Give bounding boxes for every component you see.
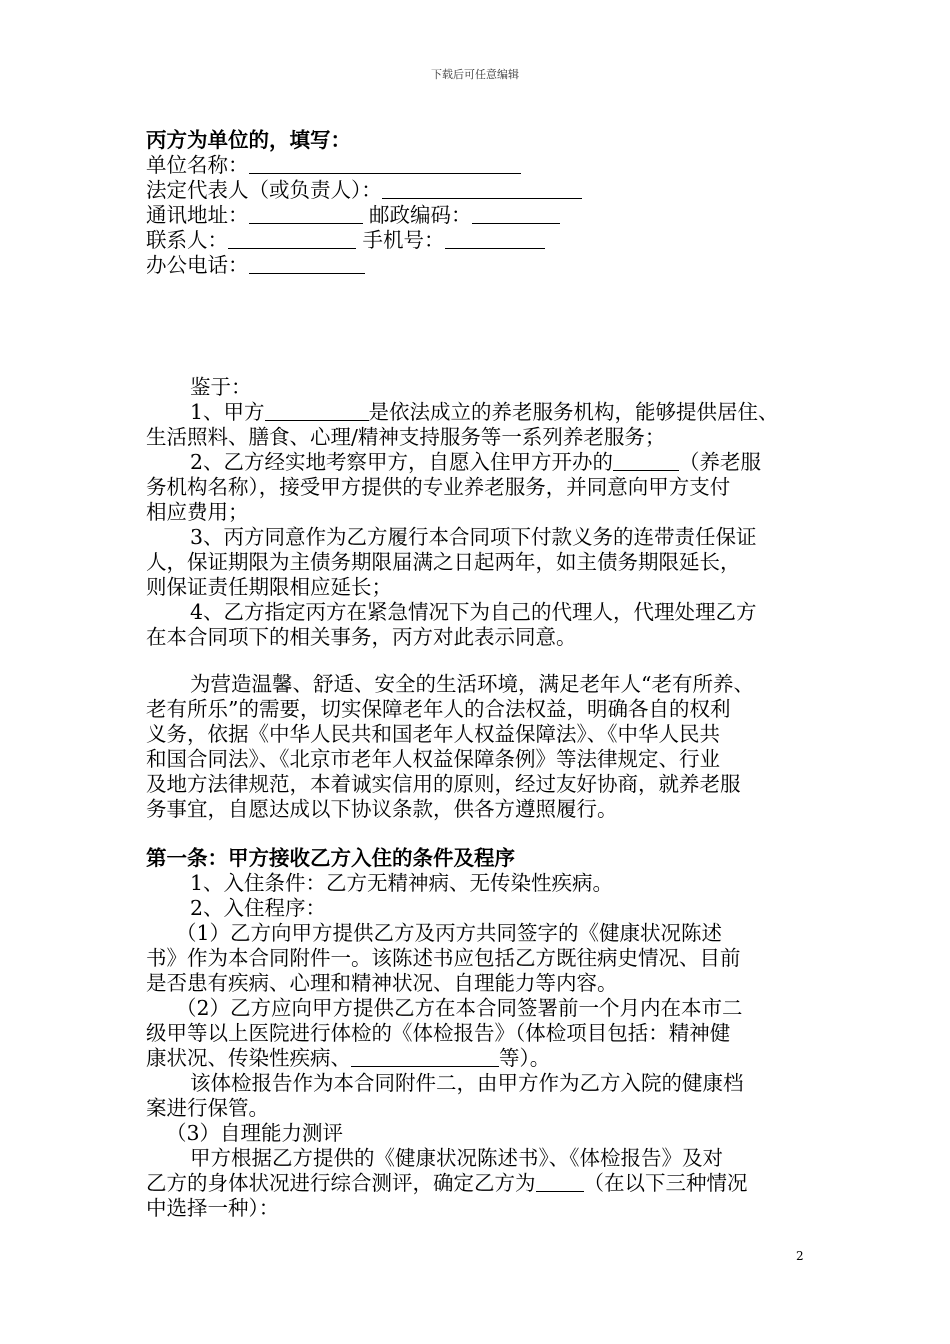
legal-rep-row	[146, 178, 818, 203]
office-phone-blank	[249, 254, 365, 274]
proc-p2-line3	[146, 1046, 818, 1071]
party-a-name-blank	[265, 401, 369, 421]
legal-rep-label: 法定代表人（或负责人）：	[146, 178, 382, 202]
preamble-line: 义务，依据《中华人民共和国老年人权益保障法》、《中华人民共	[146, 722, 720, 746]
page-number: 2	[796, 1249, 804, 1263]
address-blank	[249, 204, 363, 224]
preamble-line: 为营造温馨、舒适、安全的生活环境，满足老年人“老有所养、	[190, 672, 754, 696]
preamble-line: 及地方法律规范，本着诚实信用的原则，经过友好协商，就养老服	[146, 772, 741, 796]
proc-p2-line1: （2）乙方应向甲方提供乙方在本合同签署前一个月内在本市二	[176, 996, 743, 1020]
proc-p2-text-a: 康状况、传染性疾病、	[146, 1046, 351, 1070]
party-c-section	[146, 128, 818, 278]
preamble-line: 务事宜，自愿达成以下协议条款，供各方遵照履行。	[146, 797, 618, 821]
whereas-title: 鉴于：	[190, 375, 252, 399]
whereas-item1-text-a: 1、甲方	[190, 400, 265, 424]
address-row	[146, 203, 818, 228]
party-c-title: 丙方为单位的，填写：	[146, 128, 351, 152]
contact-row	[146, 228, 818, 253]
proc-p1-line3: 是否患有疾病、心理和精神状况、自理能力等内容。	[146, 971, 618, 995]
proc-p1-line1: （1）乙方向甲方提供乙方及丙方共同签字的《健康状况陈述	[176, 921, 723, 945]
proc-p3-line1: 甲方根据乙方提供的《健康状况陈述书》、《体检报告》及对	[190, 1146, 723, 1170]
whereas-item3-line1: 3、丙方同意作为乙方履行本合同项下付款义务的连带责任保证	[190, 525, 757, 549]
mobile-label: 手机号：	[362, 228, 445, 252]
whereas-item1-line1	[146, 400, 818, 425]
whereas-item4-line2: 在本合同项下的相关事务，丙方对此表示同意。	[146, 625, 577, 649]
proc-p2-text-b: 等）。	[499, 1046, 551, 1070]
postcode-label: 邮政编码：	[369, 203, 472, 227]
proc-p3-line2	[146, 1171, 818, 1196]
proc-p2b-line2: 案进行保管。	[146, 1096, 269, 1120]
page-header: 下载后可任意编辑	[431, 68, 519, 81]
whereas-item3-line2: 人，保证期限为主债务期限届满之日起两年，如主债务期限延长，	[146, 550, 741, 574]
proc-p2-line2: 级甲等以上医院进行体检的《体检报告》（体检项目包括：精神健	[146, 1021, 731, 1045]
preamble-line: 老有所乐”的需要，切实保障老年人的合法权益，明确各自的权利	[146, 697, 731, 721]
whereas-item1-line2: 生活照料、膳食、心理/精神支持服务等一系列养老服务；	[146, 425, 666, 449]
whereas-item2-line3: 相应费用；	[146, 500, 249, 524]
whereas-item2-text-a: 2、乙方经实地考察甲方，自愿入住甲方开办的	[190, 450, 614, 474]
whereas-section	[146, 375, 818, 650]
self-care-level-blank	[536, 1172, 584, 1192]
preamble-line: 和国合同法》、《北京市老年人权益保障条例》等法律规定、行业	[146, 747, 720, 771]
mobile-blank	[445, 229, 545, 249]
proc-p2b-line1: 该体检报告作为本合同附件二，由甲方作为乙方入院的健康档	[190, 1071, 744, 1095]
whereas-item4-line1: 4、乙方指定丙方在紧急情况下为自己的代理人，代理处理乙方	[190, 600, 757, 624]
preamble-section	[146, 672, 818, 822]
contact-blank	[228, 229, 356, 249]
proc-p3-text-b: （在以下三种情况	[583, 1171, 748, 1195]
postcode-blank	[472, 204, 560, 224]
article1-title: 第一条：甲方接收乙方入住的条件及程序	[146, 846, 515, 870]
contact-label: 联系人：	[146, 228, 228, 252]
whereas-item3-line3: 则保证责任期限相应延长；	[146, 575, 392, 599]
office-phone-row	[146, 253, 818, 278]
unit-name-blank	[249, 154, 521, 174]
proc-p1-line2: 书》作为本合同附件一。该陈述书应包括乙方既往病史情况、目前	[146, 946, 741, 970]
admission-procedure: 2、入住程序：	[190, 896, 327, 920]
address-label: 通讯地址：	[146, 203, 249, 227]
institution-name-blank	[613, 451, 679, 471]
whereas-item2-line2: 务机构名称），接受甲方提供的专业养老服务，并同意向甲方支付	[146, 475, 731, 499]
admission-conditions: 1、入住条件：乙方无精神病、无传染性疾病。	[190, 871, 614, 895]
legal-rep-blank	[382, 179, 582, 199]
article1-section	[146, 846, 818, 1221]
whereas-item2-line1	[146, 450, 818, 475]
office-phone-label: 办公电话：	[146, 253, 249, 277]
proc-p3-line3: 中选择一种）：	[146, 1196, 280, 1220]
exam-items-blank	[351, 1047, 499, 1067]
whereas-item1-text-b: 是依法成立的养老服务机构，能够提供居住、	[368, 400, 779, 424]
self-care-title: （3）自理能力测评	[166, 1121, 344, 1145]
whereas-item2-text-b: （养老服	[679, 450, 762, 474]
unit-name-row	[146, 153, 818, 178]
proc-p3-text-a: 乙方的身体状况进行综合测评，确定乙方为	[146, 1171, 536, 1195]
unit-name-label: 单位名称：	[146, 153, 249, 177]
